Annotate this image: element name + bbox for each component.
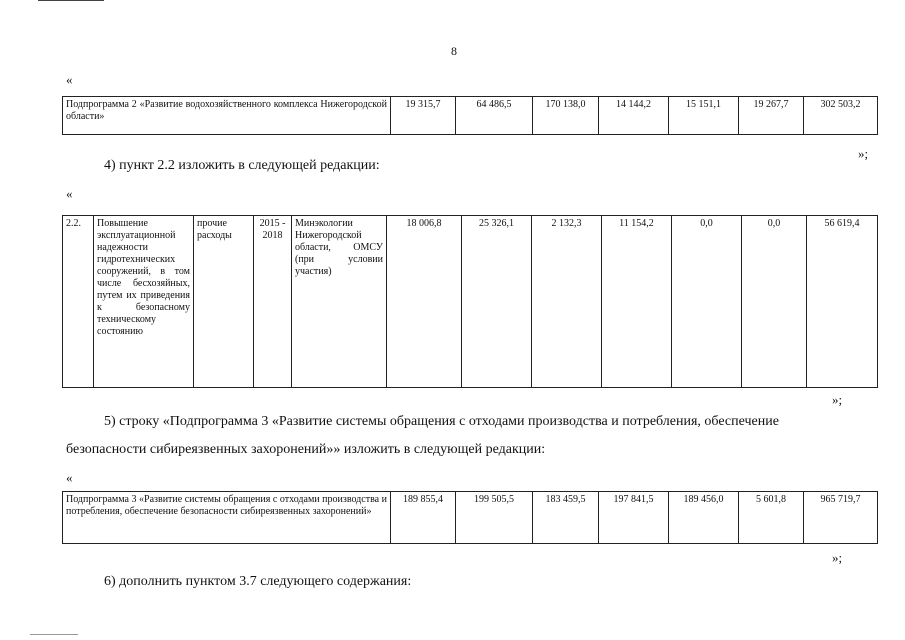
open-quote: «: [66, 186, 73, 201]
page-number: 8: [451, 44, 457, 58]
subprogram-3-label: Подпрограмма 3 «Развитие системы обращения с отходами производства и потребления, обеспечение безопасности сибиреязвенных захоронений»: [63, 492, 391, 544]
value-cell: 11 154,2: [602, 216, 672, 388]
subprogram-3-table: [62, 491, 878, 544]
item-number: 2.2.: [63, 216, 94, 388]
value-cell: 2 132,3: [532, 216, 602, 388]
value-cell: 19 267,7: [739, 97, 804, 135]
total-cell: 302 503,2: [804, 97, 878, 135]
bottom-rule: [30, 634, 78, 635]
value-cell: 19 315,7: [391, 97, 456, 135]
open-quote: «: [66, 72, 73, 87]
subprogram-2-table: [62, 96, 878, 135]
value-cell: 15 151,1: [669, 97, 739, 135]
total-cell: 965 719,7: [804, 492, 878, 544]
paragraph-5-line-2: безопасности сибиреязвенных захоронений»» изложить в следующей редакции:: [66, 442, 546, 457]
paragraph-4: 4) пункт 2.2 изложить в следующей редакции:: [104, 158, 380, 173]
subprogram-2-label: Подпрограмма 2 «Развитие водохозяйственного комплекса Нижегородской области»: [63, 97, 391, 135]
value-cell: 25 326,1: [462, 216, 532, 388]
item-2-2-table: [62, 215, 878, 388]
paragraph-5-line-1: 5) строку «Подпрограмма 3 «Развитие системы обращения с отходами производства и потребления, обеспечение: [104, 414, 779, 429]
value-cell: 170 138,0: [533, 97, 599, 135]
value-cell: 0,0: [672, 216, 742, 388]
close-quote: »;: [832, 392, 843, 407]
paragraph-6: 6) дополнить пунктом 3.7 следующего содержания:: [104, 574, 412, 589]
table-row: [63, 97, 878, 135]
value-cell: 64 486,5: [456, 97, 533, 135]
expense-type: прочие расходы: [194, 216, 254, 388]
value-cell: 199 505,5: [456, 492, 533, 544]
table-row: [63, 492, 878, 544]
close-quote: »;: [858, 146, 869, 161]
value-cell: 14 144,2: [599, 97, 669, 135]
top-rule: [38, 0, 104, 1]
item-name: Повышение эксплуатационной надежности гидротехнических сооружений, в том числе бесхозяйных, путем их приведения к безопасному техническому состоянию: [94, 216, 194, 388]
value-cell: 189 855,4: [391, 492, 456, 544]
table-row: [63, 216, 878, 388]
open-quote: «: [66, 470, 73, 485]
value-cell: 183 459,5: [533, 492, 599, 544]
close-quote: »;: [832, 550, 843, 565]
value-cell: 0,0: [742, 216, 807, 388]
item-executor: Минэкологии Нижегородской области, ОМСУ (при условии участия): [292, 216, 387, 388]
value-cell: 197 841,5: [599, 492, 669, 544]
value-cell: 5 601,8: [739, 492, 804, 544]
value-cell: 189 456,0: [669, 492, 739, 544]
item-years: 2015 - 2018: [254, 216, 292, 388]
total-cell: 56 619,4: [807, 216, 878, 388]
value-cell: 18 006,8: [387, 216, 462, 388]
